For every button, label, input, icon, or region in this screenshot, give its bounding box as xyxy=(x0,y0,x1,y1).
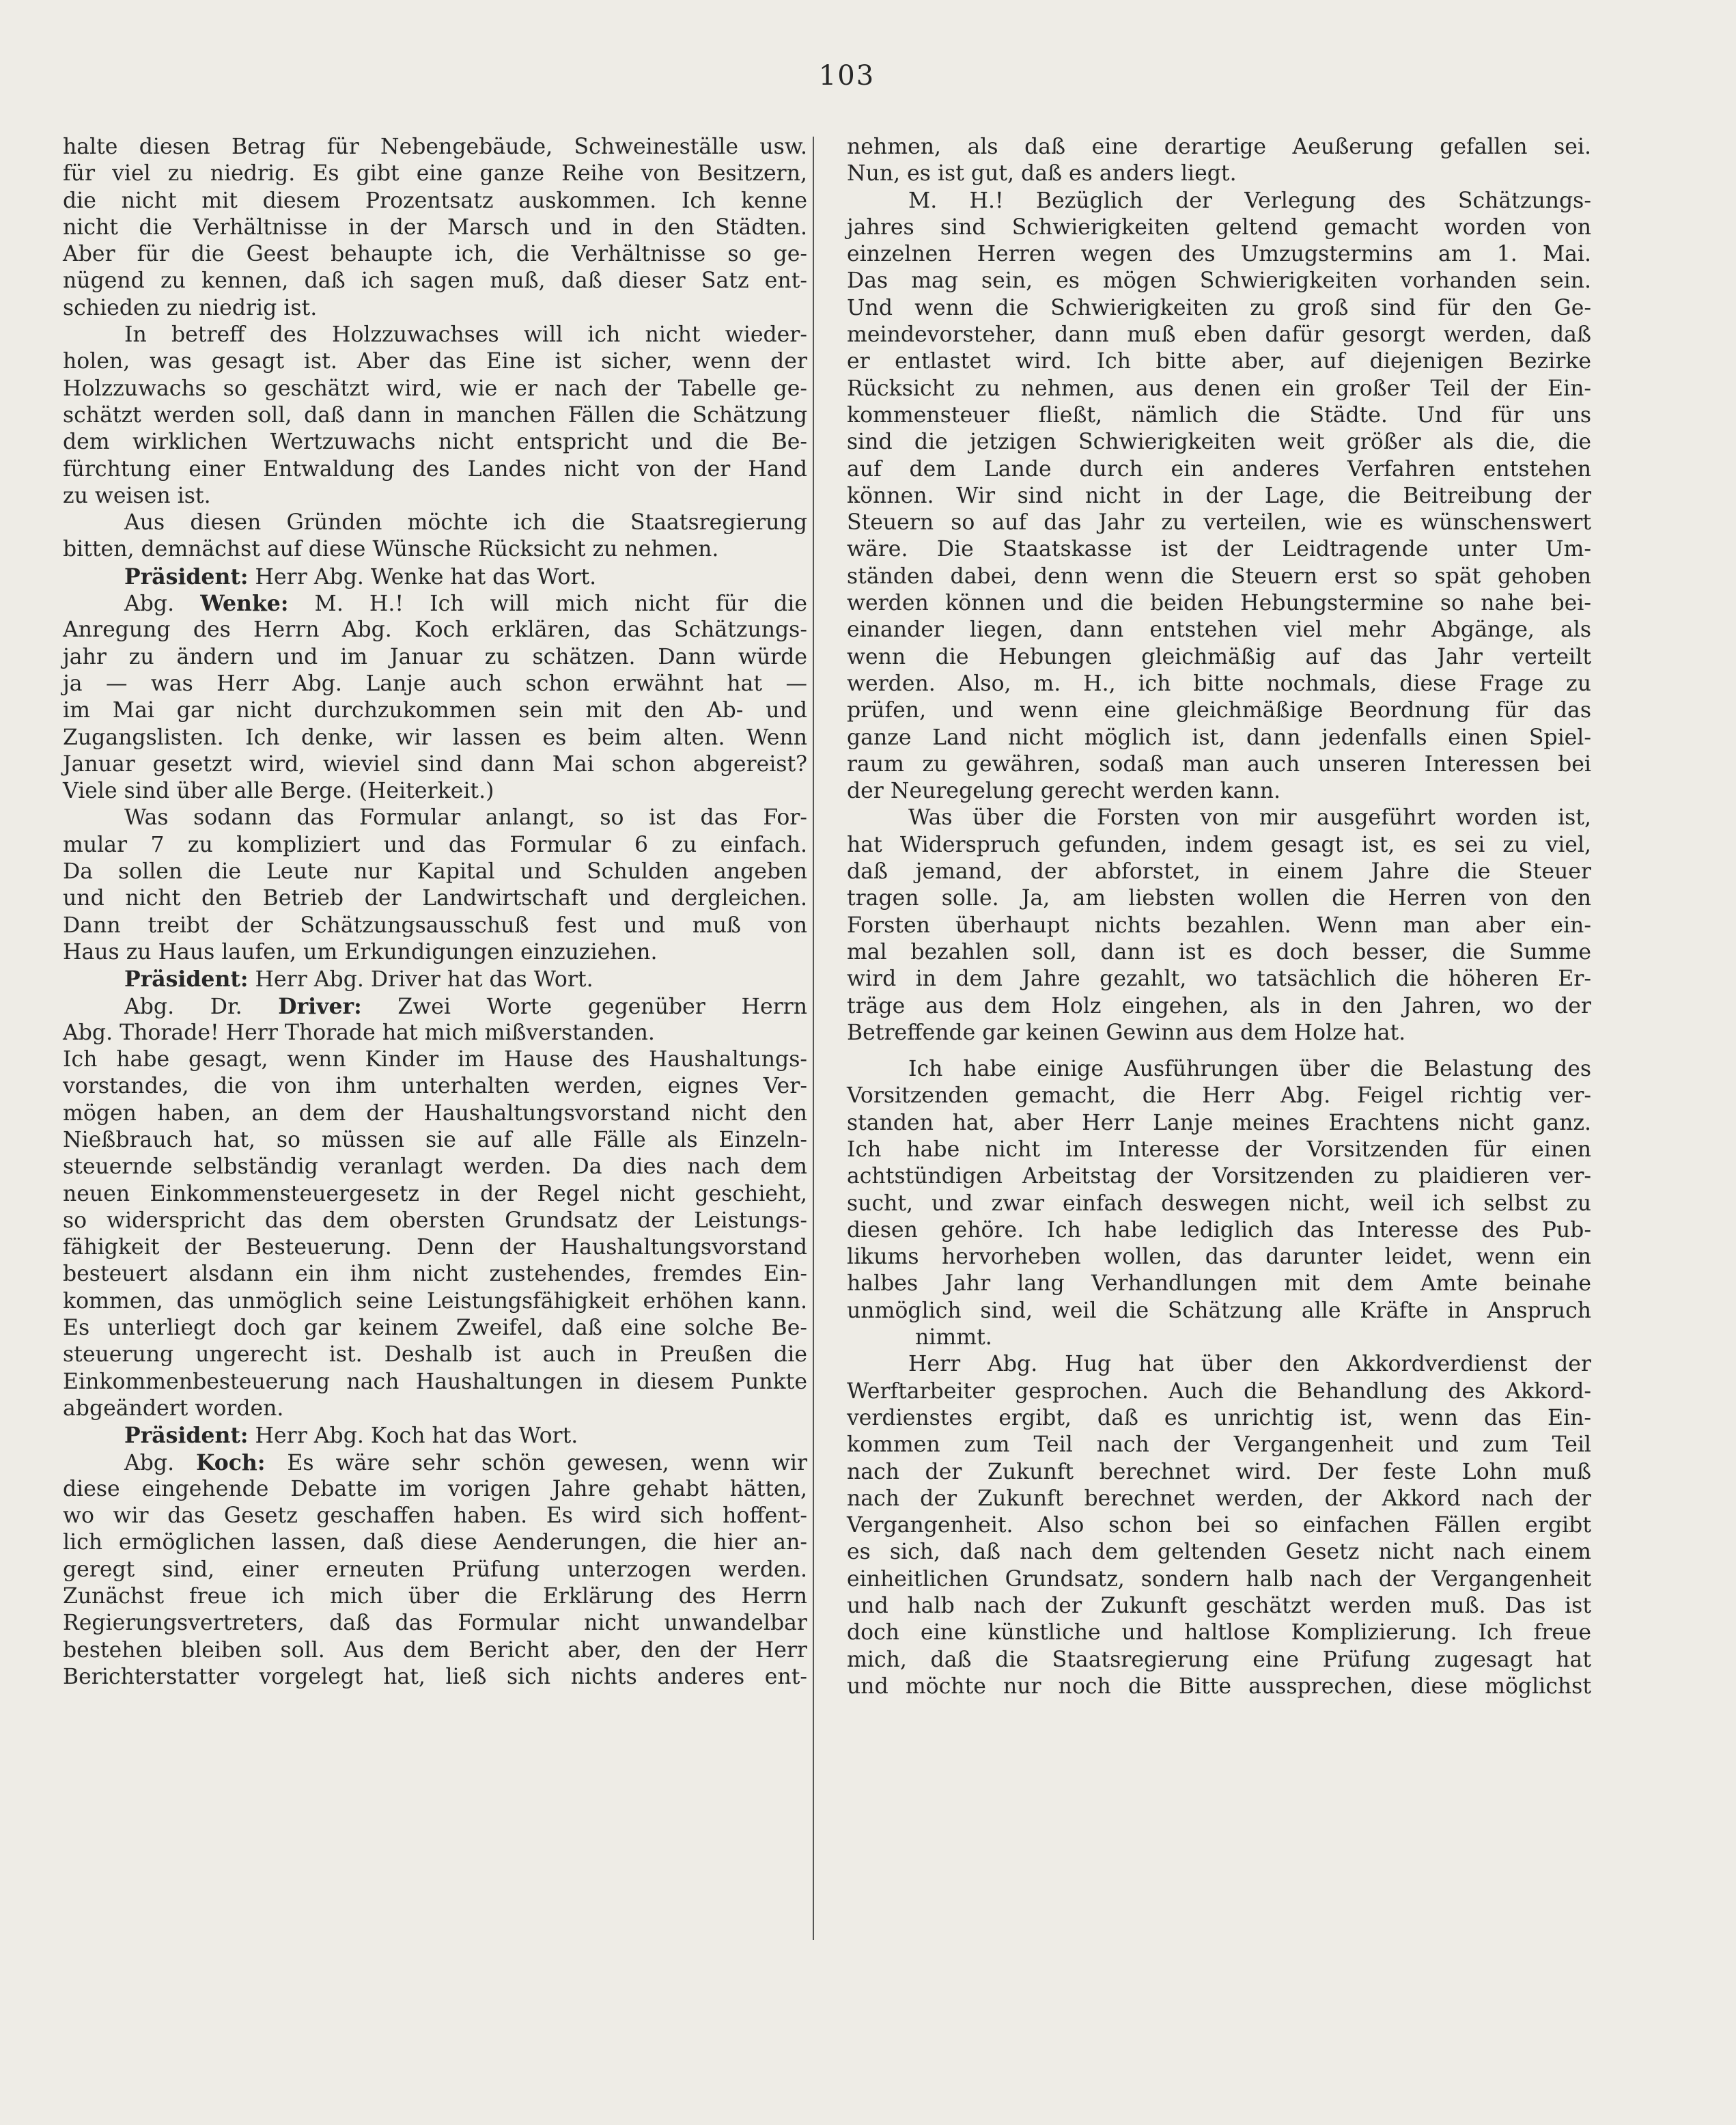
line-text: ganze Land nicht möglich ist, dann jedenfalls einen Spiel- xyxy=(847,725,1591,750)
line-text: Aber für die Geest behaupte ich, die Verhältnisse so ge- xyxy=(63,242,807,267)
text-line xyxy=(847,832,1591,859)
line-text: steuerung ungerecht ist. Deshalb ist auch in Preußen die xyxy=(63,1342,807,1367)
text-line xyxy=(847,483,1591,510)
line-text: jahres sind Schwierigkeiten geltend gemacht worden von xyxy=(847,214,1591,240)
line-text: mal bezahlen soll, dann ist es doch besser, die Summe xyxy=(847,939,1591,964)
line-text: vorstandes, die von ihm unterhalten werden, eignes Ver- xyxy=(63,1074,807,1099)
speaker-name: Präsident: xyxy=(124,564,249,589)
text-line xyxy=(63,188,807,214)
text-line xyxy=(847,510,1591,536)
line-text: im Mai gar nicht durchzukommen sein mit den Ab- und xyxy=(63,698,807,723)
text-line xyxy=(847,1020,1591,1046)
line-text: meindevorsteher, dann muß eben dafür gesorgt werden, daß xyxy=(847,322,1591,348)
line-text: auf dem Lande durch ein anderes Verfahren entstehen xyxy=(847,456,1591,482)
line-text: kommen zum Teil nach der Vergangenheit und zum Teil xyxy=(847,1432,1591,1458)
text-line xyxy=(63,1476,807,1503)
text-line xyxy=(63,1261,807,1288)
line-text: Es unterliegt doch gar keinem Zweifel, daß eine solche Be- xyxy=(63,1316,807,1341)
line-text: achtstündigen Arbeitstag der Vorsitzenden zu plaidieren ver- xyxy=(847,1164,1591,1189)
line-text: Steuern so auf das Jahr zu verteilen, wie es wünschenswert xyxy=(847,510,1591,536)
line-text: daß jemand, der abforstet, in einem Jahre die Steuer xyxy=(847,859,1591,885)
text-line xyxy=(847,1083,1591,1109)
line-text: likums hervorheben wollen, das darunter leidet, wenn ein xyxy=(847,1245,1591,1270)
text-line xyxy=(63,725,807,751)
line-text: nicht die Verhältnisse in der Marsch und in den Städten. xyxy=(63,214,807,240)
line-text: Was sodann das Formular anlangt, so ist das For- xyxy=(124,805,807,831)
text-line xyxy=(63,429,807,456)
text-line xyxy=(847,617,1591,643)
text-line xyxy=(63,913,807,939)
line-text: Forsten überhaupt nichts bezahlen. Wenn man aber ein- xyxy=(847,913,1591,938)
line-text: verdienstes ergibt, daß es unrichtig ist, wenn das Ein- xyxy=(847,1405,1591,1430)
line-text: Und wenn die Schwierigkeiten zu groß sind für den Ge- xyxy=(847,295,1591,320)
text-line xyxy=(847,1324,1591,1351)
text-line xyxy=(63,671,807,697)
text-line xyxy=(847,1512,1591,1539)
speaker-name: Präsident: xyxy=(124,1423,249,1449)
line-text: kommensteuer fließt, nämlich die Städte. Und für uns xyxy=(847,402,1591,428)
line-text: ja — was Herr Abg. Lanje auch schon erwähnt hat — xyxy=(63,671,807,696)
line-text: raum zu gewähren, sodaß man auch unseren Interessen bei xyxy=(847,751,1591,777)
line-text: Da sollen die Leute nur Kapital und Schulden angeben xyxy=(63,859,807,885)
text-line xyxy=(63,376,807,402)
line-text: und nicht den Betrieb der Landwirtschaft und dergleichen. xyxy=(63,886,807,911)
line-text: nach der Zukunft berechnet wird. Der feste Lohn muß xyxy=(847,1459,1591,1484)
line-text: Ich habe gesagt, wenn Kinder im Hause des Haushaltungs- xyxy=(63,1047,807,1072)
text-line xyxy=(63,1529,807,1556)
text-line xyxy=(847,1405,1591,1432)
line-text: einzelnen Herren wegen des Umzugstermins am 1. Mai. xyxy=(847,242,1591,267)
text-line xyxy=(63,295,807,322)
text-line xyxy=(847,1244,1591,1270)
line-text: träge aus dem Holz eingehen, als in den Jahren, wo der xyxy=(847,993,1591,1018)
text-line xyxy=(847,295,1591,322)
text-line xyxy=(847,268,1591,294)
text-line xyxy=(847,751,1591,778)
text-line xyxy=(63,617,807,643)
text-line xyxy=(847,993,1591,1020)
line-text: Regierungsvertreters, daß das Formular nicht unwandelbar xyxy=(63,1611,807,1636)
line-text: einander liegen, dann entstehen viel mehr Abgänge, als xyxy=(847,617,1591,643)
text-line xyxy=(847,214,1591,241)
text-line xyxy=(63,1664,807,1691)
line-text: Einkommenbesteuerung nach Haushaltungen in diesem Punkte xyxy=(63,1369,807,1394)
page-number: 103 xyxy=(818,60,876,92)
line-text: und halb nach der Zukunft geschätzt werden muß. Das ist xyxy=(847,1594,1591,1619)
line-text: Rücksicht zu nehmen, aus denen ein großer Teil der Ein- xyxy=(847,376,1591,401)
text-line xyxy=(847,939,1591,966)
text-line xyxy=(63,348,807,375)
text-line xyxy=(847,859,1591,885)
text-line xyxy=(63,1557,807,1583)
line-text: die nicht mit diesem Prozentsatz auskommen. Ich kenne xyxy=(63,188,807,213)
text-line xyxy=(847,1056,1591,1083)
line-text: Herr Abg. Koch hat das Wort. xyxy=(248,1423,578,1449)
line-text: hat Widerspruch gefunden, indem gesagt ist, es sei zu viel, xyxy=(847,832,1591,857)
text-line xyxy=(847,348,1591,375)
text-line xyxy=(63,1046,807,1073)
line-text: Haus zu Haus laufen, um Erkundigungen einzuziehen. xyxy=(63,939,658,964)
line-text: diese eingehende Debatte im vorigen Jahre gehabt hätten, xyxy=(63,1476,807,1501)
line-text: Anregung des Herrn Abg. Koch erklären, das Schätzungs- xyxy=(63,617,807,643)
text-line xyxy=(847,1486,1591,1512)
speaker-name: Koch: xyxy=(196,1449,266,1475)
text-line xyxy=(847,1298,1591,1324)
text-line xyxy=(63,161,807,187)
line-text: M. H.! Ich will mich nicht für die xyxy=(288,592,807,617)
line-text: Es wäre sehr schön gewesen, wenn wir xyxy=(265,1450,807,1475)
text-line xyxy=(63,590,807,617)
line-text: und möchte nur noch die Bitte aussprechen, diese möglichst xyxy=(847,1673,1591,1699)
text-line xyxy=(847,1378,1591,1405)
text-line xyxy=(63,697,807,724)
text-line xyxy=(847,671,1591,697)
text-line xyxy=(63,859,807,885)
line-text: mögen haben, an dem der Haushaltungsvorstand nicht den xyxy=(63,1100,807,1126)
line-text: mich, daß die Staatsregierung eine Prüfung zugesagt hat xyxy=(847,1647,1591,1672)
text-line xyxy=(63,832,807,859)
text-line xyxy=(847,778,1591,805)
text-line xyxy=(63,483,807,510)
text-line xyxy=(63,134,807,161)
text-line xyxy=(847,1270,1591,1297)
line-text: Berichterstatter vorgelegt hat, ließ sich nichts anderes ent- xyxy=(63,1664,807,1689)
line-text: Ich habe nicht im Interesse der Vorsitzenden für einen xyxy=(847,1137,1591,1162)
text-line xyxy=(63,1100,807,1127)
line-text: Ich habe einige Ausführungen über die Belastung des xyxy=(908,1057,1591,1082)
speaker-prefix: Abg. xyxy=(124,592,201,617)
line-text: einheitlichen Grundsatz, sondern halb nach der Vergangenheit xyxy=(847,1566,1591,1592)
text-line xyxy=(847,1432,1591,1458)
line-text: holen, was gesagt ist. Aber das Eine ist sicher, wenn der xyxy=(63,349,807,374)
line-text: diesen gehöre. Ich habe lediglich das Interesse des Pub- xyxy=(847,1217,1591,1242)
speaker-name: Wenke: xyxy=(200,591,289,617)
text-line xyxy=(63,644,807,671)
text-line xyxy=(63,1503,807,1529)
text-line xyxy=(847,644,1591,671)
text-line xyxy=(847,188,1591,214)
text-line xyxy=(63,778,807,805)
line-text: doch eine künstliche und haltlose Komplizierung. Ich freue xyxy=(847,1620,1591,1645)
text-line xyxy=(847,1647,1591,1673)
line-text: Abg. Thorade! Herr Thorade hat mich mißverstanden. xyxy=(63,1020,655,1045)
line-text: wird in dem Jahre gezahlt, wo tatsächlich die höheren Er- xyxy=(847,967,1591,992)
text-line xyxy=(847,885,1591,912)
speaker-prefix: Abg. xyxy=(124,1450,197,1475)
line-text: In betreff des Holzzuwachses will ich nicht wieder- xyxy=(124,322,807,348)
line-text: Vorsitzenden gemacht, die Herr Abg. Feigel richtig ver- xyxy=(847,1083,1591,1109)
line-text: Dann treibt der Schätzungsausschuß fest und muß von xyxy=(63,913,807,938)
line-text: nimmt. xyxy=(915,1325,992,1350)
text-line xyxy=(847,1137,1591,1163)
text-line xyxy=(847,564,1591,590)
line-text: Aus diesen Gründen möchte ich die Staatsregierung xyxy=(124,510,807,536)
text-line xyxy=(847,1673,1591,1700)
text-line xyxy=(63,1315,807,1342)
text-line xyxy=(63,939,807,966)
line-text: jahr zu ändern und im Januar zu schätzen. Dann würde xyxy=(63,644,807,669)
line-text: werden können und die beiden Hebungstermine so nahe bei- xyxy=(847,591,1591,616)
line-text: nehmen, als daß eine derartige Aeußerung gefallen sei. xyxy=(847,135,1591,159)
text-line xyxy=(847,241,1591,268)
text-line xyxy=(63,402,807,429)
line-text: nach der Zukunft berechnet werden, der Akkord nach der xyxy=(847,1486,1591,1511)
line-text: Herr Abg. Driver hat das Wort. xyxy=(248,967,593,992)
text-line xyxy=(847,1110,1591,1137)
line-text: er entlastet wird. Ich bitte aber, auf diejenigen Bezirke xyxy=(847,349,1591,374)
text-line xyxy=(63,885,807,912)
text-line xyxy=(847,456,1591,483)
line-text: sind die jetzigen Schwierigkeiten weit größer als die, die xyxy=(847,430,1591,455)
line-text: Nun, es ist gut, daß es anders liegt. xyxy=(847,161,1237,186)
text-line xyxy=(63,1154,807,1180)
text-line xyxy=(847,805,1591,831)
line-text: Was über die Forsten von mir ausgeführt worden ist, xyxy=(908,805,1591,831)
line-text: standen hat, aber Herr Lanje meines Erachtens nicht ganz. xyxy=(847,1110,1591,1135)
text-line xyxy=(847,1459,1591,1486)
text-line xyxy=(847,1566,1591,1593)
speaker-prefix: Abg. Dr. xyxy=(124,994,279,1019)
line-text: steuernde selbständig veranlagt werden. Da dies nach dem xyxy=(63,1154,807,1180)
text-line xyxy=(847,590,1591,617)
text-line xyxy=(847,1620,1591,1646)
text-line xyxy=(847,697,1591,724)
line-text: Holzzuwachs so geschätzt wird, wie er nach der Tabelle ge- xyxy=(63,376,807,401)
text-line xyxy=(63,241,807,268)
text-line xyxy=(63,993,807,1020)
line-text: es sich, daß nach dem geltenden Gesetz nicht nach einem xyxy=(847,1540,1591,1565)
line-text: kommen, das unmöglich seine Leistungsfähigkeit erhöhen kann. xyxy=(63,1288,807,1314)
text-line xyxy=(63,214,807,241)
line-text: halbes Jahr lang Verhandlungen mit dem Amte beinahe xyxy=(847,1271,1591,1296)
line-text: nügend zu kennen, daß ich sagen muß, daß dieser Satz ent- xyxy=(63,268,807,294)
line-text: schieden zu niedrig ist. xyxy=(63,295,318,320)
text-line xyxy=(63,322,807,348)
line-text: ständen dabei, denn wenn die Steuern erst so spät gehoben xyxy=(847,564,1591,589)
text-line xyxy=(847,966,1591,992)
line-text: Betreffende gar keinen Gewinn aus dem Holze hat. xyxy=(847,1020,1406,1045)
line-text: Zugangslisten. Ich denke, wir lassen es beim alten. Wenn xyxy=(63,725,807,750)
text-line xyxy=(63,1073,807,1100)
text-line xyxy=(63,1020,807,1046)
text-line xyxy=(63,536,807,563)
text-line xyxy=(63,1369,807,1395)
text-line xyxy=(63,966,807,992)
line-text: wäre. Die Staatskasse ist der Leidtragende unter Um- xyxy=(847,537,1591,562)
text-line xyxy=(847,1217,1591,1244)
text-line xyxy=(63,1449,807,1476)
line-text: tragen solle. Ja, am liebsten wollen die Herren von den xyxy=(847,886,1591,911)
text-line xyxy=(847,725,1591,751)
text-line xyxy=(847,913,1591,939)
text-line xyxy=(847,1191,1591,1217)
line-text: wenn die Hebungen gleichmäßig auf das Jahr verteilt xyxy=(847,644,1591,669)
text-line xyxy=(63,1637,807,1664)
text-line xyxy=(847,376,1591,402)
line-text: neuen Einkommensteuergesetz in der Regel nicht geschieht, xyxy=(63,1181,807,1206)
text-column-left xyxy=(63,134,807,1691)
line-text: Das mag sein, es mögen Schwierigkeiten vorhanden sein. xyxy=(847,268,1591,294)
text-line xyxy=(63,1234,807,1261)
line-text: bestehen bleiben soll. Aus dem Bericht aber, den der Herr xyxy=(63,1637,807,1663)
text-column-right xyxy=(847,134,1591,1700)
line-text: Vergangenheit. Also schon bei so einfachen Fällen ergibt xyxy=(847,1513,1591,1538)
text-line xyxy=(63,751,807,778)
text-line xyxy=(63,268,807,294)
line-text: Januar gesetzt wird, wieviel sind dann Mai schon abgereist? xyxy=(63,751,807,777)
line-text: lich ermöglichen lassen, daß diese Aenderungen, die hier an- xyxy=(63,1530,807,1555)
line-text: zu weisen ist. xyxy=(63,483,211,508)
text-line xyxy=(63,1181,807,1208)
text-line xyxy=(63,456,807,483)
text-line xyxy=(847,1539,1591,1566)
line-text: so widerspricht das dem obersten Grundsatz der Leistungs- xyxy=(63,1208,807,1233)
line-text: halte diesen Betrag für Nebengebäude, Schweineställe usw. xyxy=(63,135,807,159)
line-text: abgeändert worden. xyxy=(63,1395,284,1421)
text-line xyxy=(847,1163,1591,1190)
line-text: Nießbrauch hat, so müssen sie auf alle Fälle als Einzeln- xyxy=(63,1127,807,1152)
line-text: mular 7 zu kompliziert und das Formular 6 zu einfach. xyxy=(63,832,807,857)
line-text: prüfen, und wenn eine gleichmäßige Beordnung für das xyxy=(847,698,1591,723)
paragraph-gap xyxy=(847,1046,1591,1056)
text-line xyxy=(63,510,807,536)
text-line xyxy=(847,429,1591,456)
line-text: Werftarbeiter gesprochen. Auch die Behandlung des Akkord- xyxy=(847,1378,1591,1404)
line-text: Viele sind über alle Berge. (Heiterkeit.) xyxy=(63,779,494,804)
line-text: fähigkeit der Besteuerung. Denn der Haushaltungsvorstand xyxy=(63,1235,807,1260)
text-line xyxy=(847,402,1591,429)
line-text: wo wir das Gesetz geschaffen haben. Es wird sich hoffent- xyxy=(63,1503,807,1529)
text-line xyxy=(63,1583,807,1610)
line-text: sucht, und zwar einfach deswegen nicht, weil ich selbst zu xyxy=(847,1191,1591,1216)
text-line xyxy=(847,134,1591,161)
line-text: Zwei Worte gegenüber Herrn xyxy=(361,994,808,1019)
line-text: fürchtung einer Entwaldung des Landes nicht von der Hand xyxy=(63,456,807,482)
text-line xyxy=(63,564,807,590)
text-line xyxy=(847,322,1591,348)
text-line xyxy=(63,1610,807,1637)
text-line xyxy=(847,1351,1591,1378)
column-divider xyxy=(813,137,814,1940)
line-text: werden. Also, m. H., ich bitte nochmals, diese Frage zu xyxy=(847,671,1591,696)
line-text: geregt sind, einer erneuten Prüfung unterzogen werden. xyxy=(63,1557,807,1582)
line-text: besteuert alsdann ein ihm nicht zustehendes, fremdes Ein- xyxy=(63,1262,807,1287)
speaker-name: Präsident: xyxy=(124,967,249,992)
line-text: der Neuregelung gerecht werden kann. xyxy=(847,779,1281,804)
text-line xyxy=(847,536,1591,563)
text-line xyxy=(63,1422,807,1449)
text-line xyxy=(63,1395,807,1422)
line-text: Zunächst freue ich mich über die Erklärung des Herrn xyxy=(63,1584,807,1609)
speaker-name: Driver: xyxy=(278,993,362,1019)
line-text: Herr Abg. Hug hat über den Akkordverdienst der xyxy=(908,1352,1591,1377)
line-text: M. H.! Bezüglich der Verlegung des Schätzungs- xyxy=(908,188,1591,213)
text-line xyxy=(63,1127,807,1154)
line-text: schätzt werden soll, daß dann in manchen Fällen die Schätzung xyxy=(63,402,807,428)
line-text: Herr Abg. Wenke hat das Wort. xyxy=(248,564,597,589)
text-line xyxy=(847,1593,1591,1620)
text-line xyxy=(63,1288,807,1315)
line-text: für viel zu niedrig. Es gibt eine ganze Reihe von Besitzern, xyxy=(63,161,807,186)
text-line xyxy=(847,161,1591,187)
text-line xyxy=(63,805,807,831)
line-text: bitten, demnächst auf diese Wünsche Rücksicht zu nehmen. xyxy=(63,537,719,562)
text-line xyxy=(63,1208,807,1234)
line-text: dem wirklichen Wertzuwachs nicht entspricht und die Be- xyxy=(63,430,807,455)
text-line xyxy=(63,1342,807,1368)
line-text: können. Wir sind nicht in der Lage, die Beitreibung der xyxy=(847,483,1591,508)
line-text: unmöglich sind, weil die Schätzung alle Kräfte in Anspruch xyxy=(847,1298,1591,1323)
